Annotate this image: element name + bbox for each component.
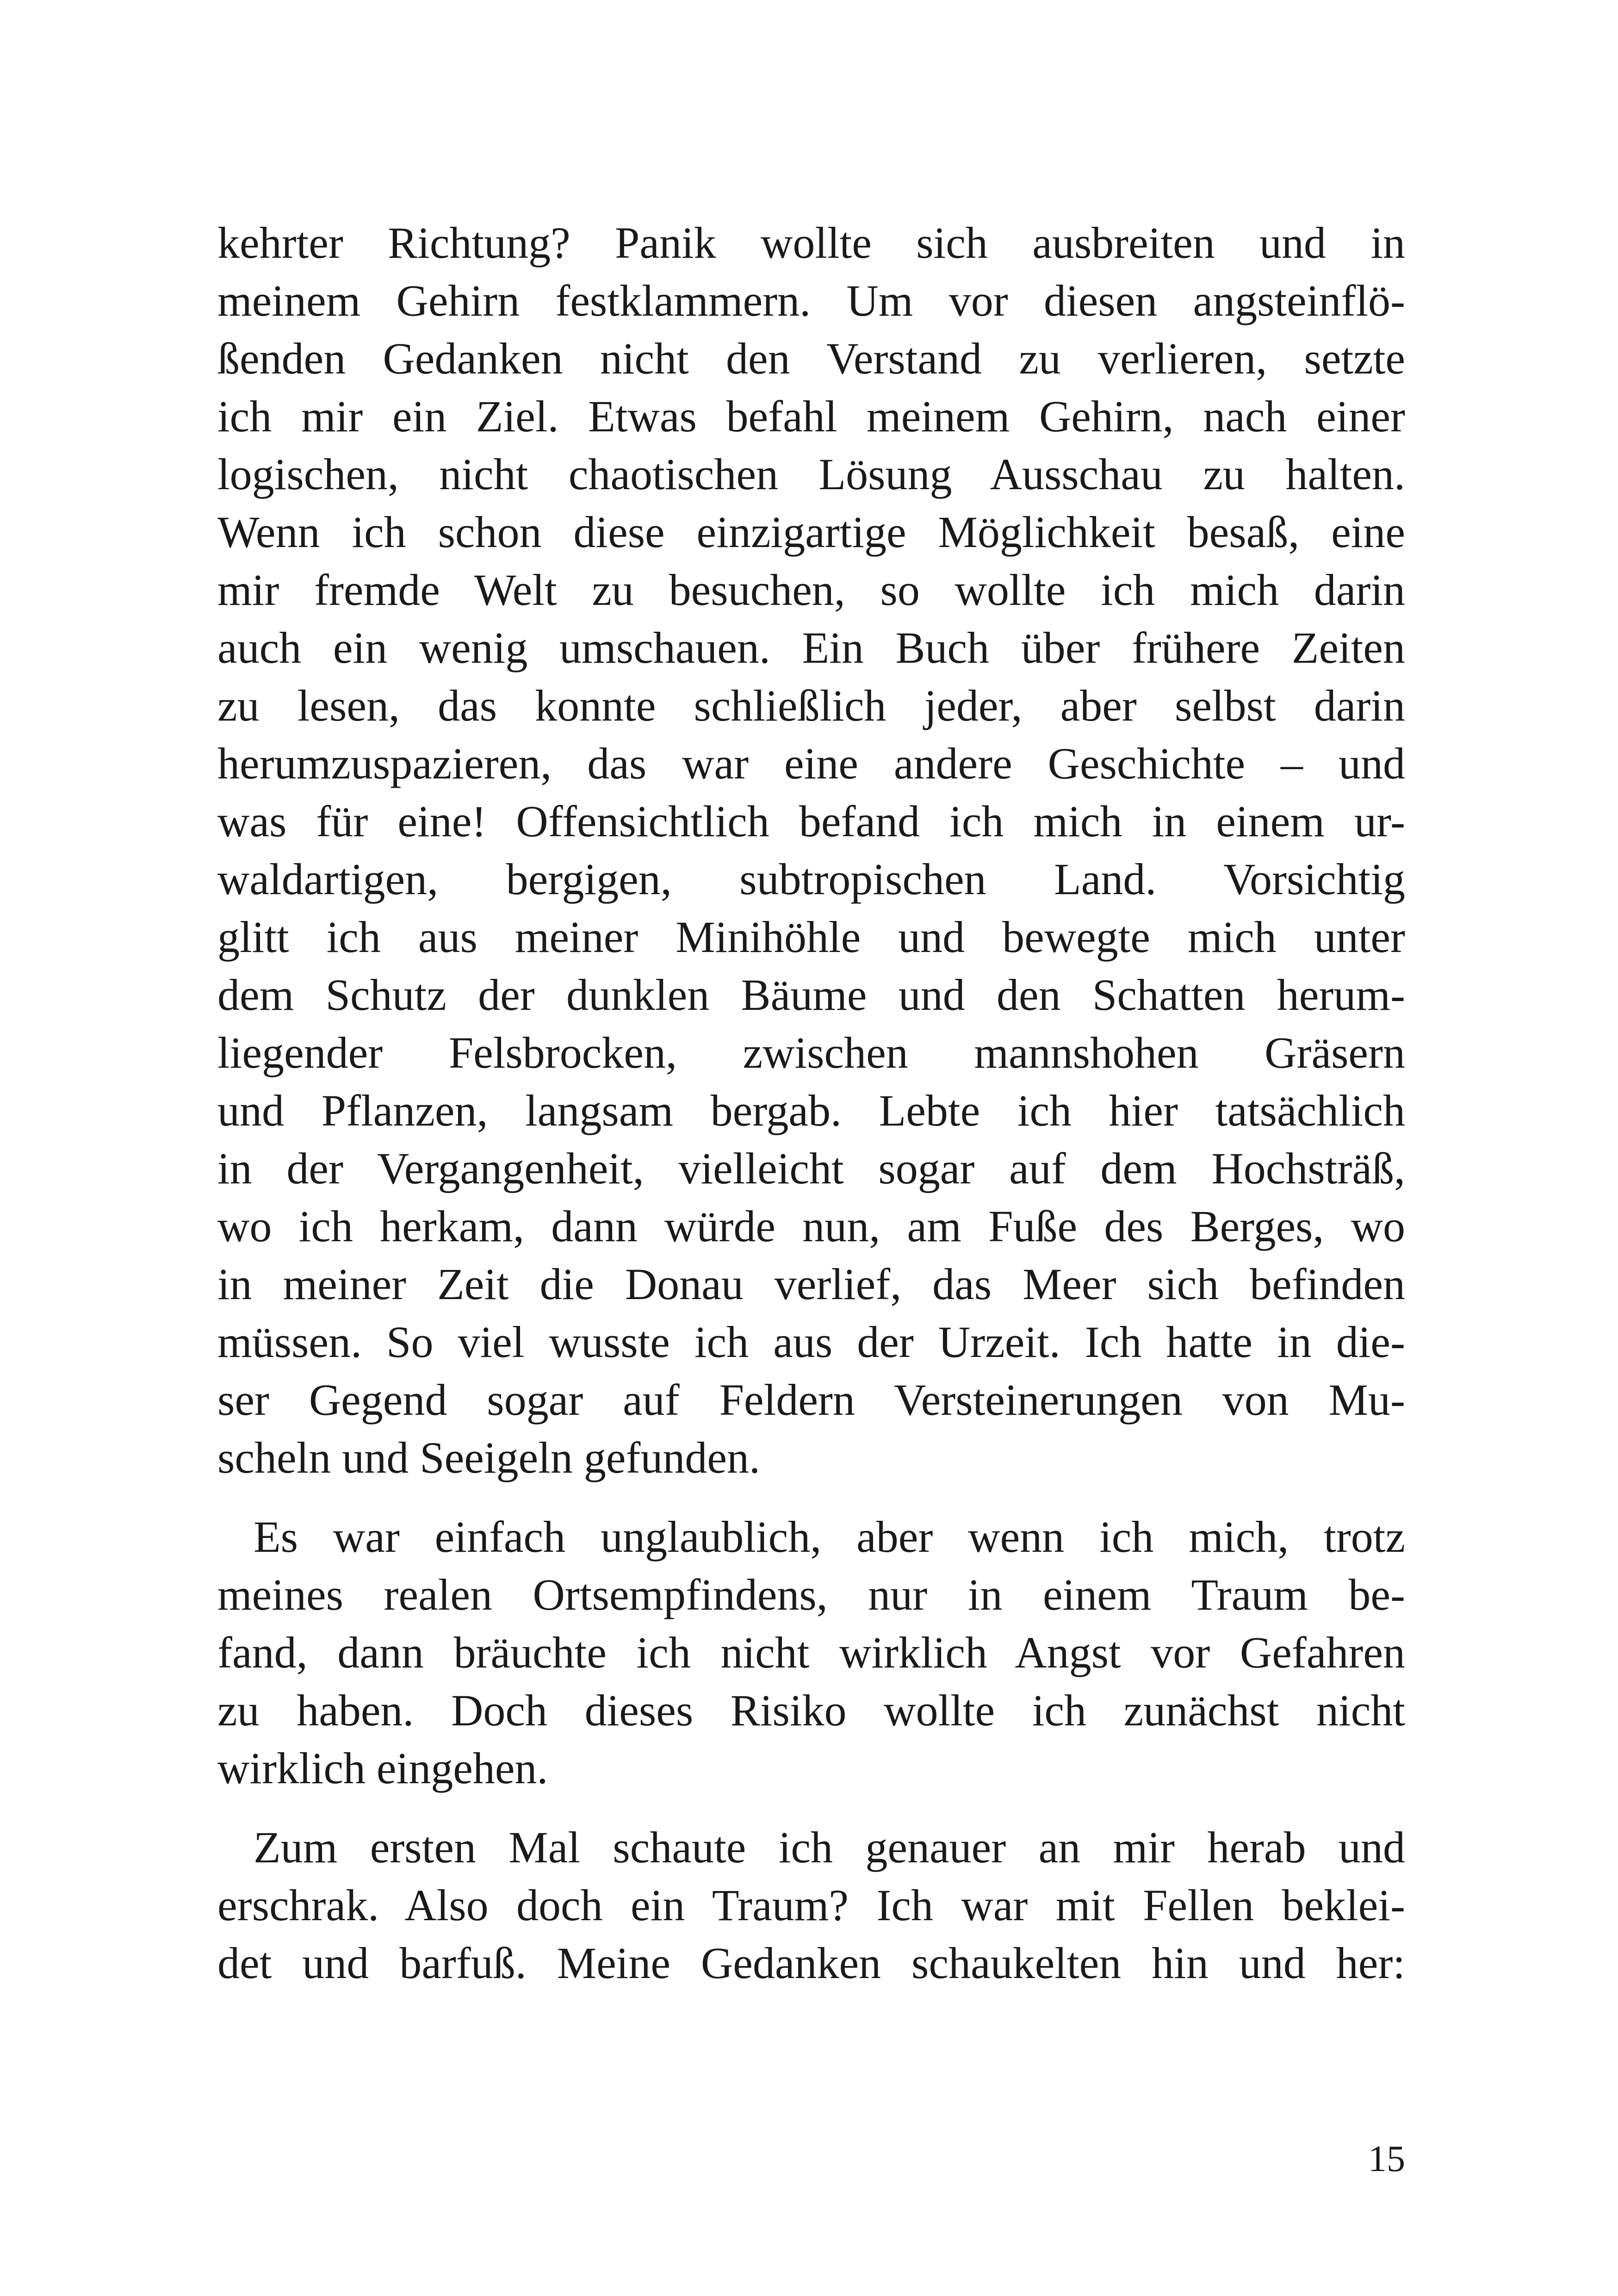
text-line: meines realen Ortsempfindens, nur in einem Traum be-: [217, 1570, 1405, 1619]
text-line: und Pflanzen, langsam bergab. Lebte ich hier tatsächlich: [217, 1086, 1405, 1135]
text-line: erschrak. Also doch ein Traum? Ich war mit Fellen beklei-: [217, 1880, 1405, 1930]
text-line: ser Gegend sogar auf Feldern Versteinerungen von Mu-: [217, 1375, 1405, 1425]
text-line: ßenden Gedanken nicht den Verstand zu verlieren, setzte: [217, 334, 1405, 383]
text-line: det und barfuß. Meine Gedanken schaukelten hin und her:: [217, 1938, 1405, 1988]
text-line: Zum ersten Mal schaute ich genauer an mir herab und: [254, 1823, 1405, 1872]
text-line: zu haben. Doch dieses Risiko wollte ich zunächst nicht: [217, 1686, 1405, 1735]
page-number: 15: [1368, 2139, 1405, 2179]
text-line: liegender Felsbrocken, zwischen mannshohen Gräsern: [217, 1028, 1405, 1077]
text-line: mir fremde Welt zu besuchen, so wollte ich mich darin: [217, 565, 1405, 615]
page-body: [217, 214, 1405, 2013]
paragraph-2: [217, 1508, 1405, 1797]
text-line: glitt ich aus meiner Minihöhle und bewegte mich unter: [217, 912, 1405, 962]
text-line: Wenn ich schon diese einzigartige Möglichkeit besaß, eine: [217, 507, 1405, 557]
text-line: müssen. So viel wusste ich aus der Urzeit. Ich hatte in die-: [217, 1317, 1405, 1367]
text-line: in meiner Zeit die Donau verlief, das Meer sich befinden: [217, 1259, 1405, 1309]
paragraph-1: [217, 214, 1405, 1487]
text-line: auch ein wenig umschauen. Ein Buch über frühere Zeiten: [217, 623, 1405, 672]
text-line: kehrter Richtung? Panik wollte sich ausbreiten und in: [217, 218, 1405, 268]
text-line: scheln und Seeigeln gefunden.: [217, 1433, 760, 1482]
text-line: logischen, nicht chaotischen Lösung Ausschau zu halten.: [217, 449, 1405, 499]
text-line: herumzuspazieren, das war eine andere Geschichte – und: [217, 739, 1405, 788]
text-line: Es war einfach unglaublich, aber wenn ich mich, trotz: [254, 1512, 1405, 1562]
text-line: in der Vergangenheit, vielleicht sogar auf dem Hochsträß,: [217, 1144, 1405, 1193]
paragraph-3: [217, 1818, 1405, 1992]
text-line: ich mir ein Ziel. Etwas befahl meinem Gehirn, nach einer: [217, 392, 1405, 441]
text-line: was für eine! Offensichtlich befand ich mich in einem ur-: [217, 796, 1405, 846]
text-line: wirklich eingehen.: [217, 1743, 548, 1793]
text-line: dem Schutz der dunklen Bäume und den Schatten herum-: [217, 970, 1405, 1020]
text-line: wo ich herkam, dann würde nun, am Fuße des Berges, wo: [217, 1201, 1405, 1251]
text-line: waldartigen, bergigen, subtropischen Land. Vorsichtig: [217, 854, 1405, 904]
text-line: fand, dann bräuchte ich nicht wirklich Angst vor Gefahren: [217, 1628, 1405, 1677]
text-line: zu lesen, das konnte schließlich jeder, aber selbst darin: [217, 681, 1405, 730]
text-line: meinem Gehirn festklammern. Um vor diesen angsteinflö-: [217, 276, 1405, 325]
